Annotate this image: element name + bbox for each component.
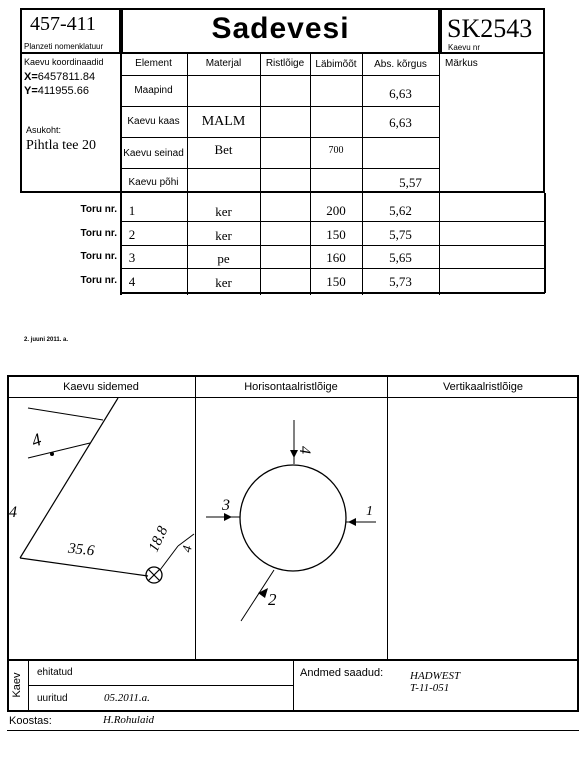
- pipe-diameter: 150: [326, 274, 346, 289]
- x-value: 6457811.84: [37, 71, 96, 83]
- author-value: H.Rohulaid: [103, 714, 155, 726]
- pipe-material: pe: [217, 251, 230, 266]
- panel-title-vertical-section: Vertikaalristlõige: [442, 381, 524, 393]
- pipe-nr: 4: [128, 274, 136, 289]
- header-abs-height: Abs. kõrgus: [374, 59, 427, 70]
- sketch-distance: 35.6: [67, 540, 96, 560]
- kaev-label: Kaev: [11, 672, 23, 698]
- row-element: Kaevu seinad: [123, 148, 184, 159]
- pipe-material: ker: [215, 204, 232, 219]
- row-height: 6,63: [389, 115, 412, 130]
- data-source-code: T-11-051: [410, 682, 450, 694]
- pipe-mark-1: 1: [366, 504, 373, 519]
- pipe-label: Toru nr.: [80, 228, 117, 239]
- pipe-height: 5,73: [389, 274, 412, 289]
- location-value: Pihtla tee 20: [26, 138, 96, 153]
- sketch-mark: 4: [178, 544, 195, 554]
- pipe-height: 5,75: [389, 227, 412, 242]
- pipe-label: Toru nr.: [80, 275, 117, 286]
- data-source-label: Andmed saadud:: [300, 667, 384, 679]
- well-id-label: Kaevu nr: [448, 43, 481, 52]
- pipe-diameter: 200: [326, 203, 346, 218]
- pipe-mark-2: 2: [268, 590, 277, 609]
- row-element: Kaevu kaas: [127, 116, 180, 127]
- surveyed-label: uuritud: [37, 693, 68, 704]
- pipe-label: Toru nr.: [80, 204, 117, 215]
- y-value: 411955.66: [37, 85, 89, 97]
- pipe-height: 5,65: [389, 250, 412, 265]
- header-cross-section: Ristlõige: [265, 58, 305, 69]
- pipe-mark-3: 3: [222, 497, 230, 514]
- coords-label: Kaevu koordinaadid: [24, 57, 104, 67]
- header-remark: Märkus: [445, 58, 478, 69]
- page-title: Sadevesi: [211, 12, 350, 45]
- sketch-mark: 4: [28, 429, 44, 451]
- row-element: Maapind: [134, 85, 173, 96]
- pipe-material: ker: [215, 275, 232, 290]
- x-label: X=: [24, 71, 38, 83]
- sketch-mark: 4: [9, 504, 17, 521]
- author-label: Koostas:: [9, 715, 52, 727]
- panel-title-connections: Kaevu sidemed: [63, 381, 139, 393]
- header-diameter: Läbimõõt: [315, 59, 357, 70]
- pipe-nr: 1: [128, 203, 136, 218]
- pipe-diameter: 160: [326, 250, 346, 265]
- pipe-diameter: 150: [326, 227, 346, 242]
- nomenclature-label: Planzeti nomenklatuur: [24, 42, 104, 51]
- pipe-nr: 3: [128, 250, 136, 265]
- row-height: 6,63: [389, 86, 412, 101]
- nomenclature-value: 457-411: [30, 13, 96, 35]
- built-label: ehitatud: [37, 667, 73, 678]
- panel-title-horizontal-section: Horisontaalristlõige: [244, 381, 338, 393]
- pipe-label: Toru nr.: [80, 251, 117, 262]
- y-coordinate: [24, 85, 89, 97]
- x-coordinate: [24, 71, 95, 83]
- pipe-height: 5,62: [389, 203, 412, 218]
- sketch-distance: 18.8: [145, 524, 172, 555]
- surveyed-value: 05.2011.a.: [104, 692, 150, 704]
- header-material: Materjal: [205, 58, 242, 69]
- row-material: Bet: [214, 142, 233, 157]
- row-material: MALM: [201, 114, 246, 129]
- header-element: Element: [135, 58, 172, 69]
- data-source-value: HADWEST: [410, 670, 461, 682]
- row-height: 5,57: [399, 175, 422, 190]
- well-id: SK2543: [447, 14, 533, 43]
- pipe-mark-4: 4: [296, 446, 313, 454]
- row-element: Kaevu põhi: [128, 177, 179, 188]
- location-label: Asukoht:: [26, 125, 62, 135]
- main-table-border: [20, 52, 545, 193]
- y-label: Y=: [24, 85, 38, 97]
- row-diameter: 700: [328, 145, 344, 156]
- document-date: 2. juuni 2011. a.: [24, 337, 69, 343]
- pipe-nr: 2: [128, 227, 136, 242]
- pipe-material: ker: [215, 228, 232, 243]
- horizontal-section-sketch: [196, 398, 387, 660]
